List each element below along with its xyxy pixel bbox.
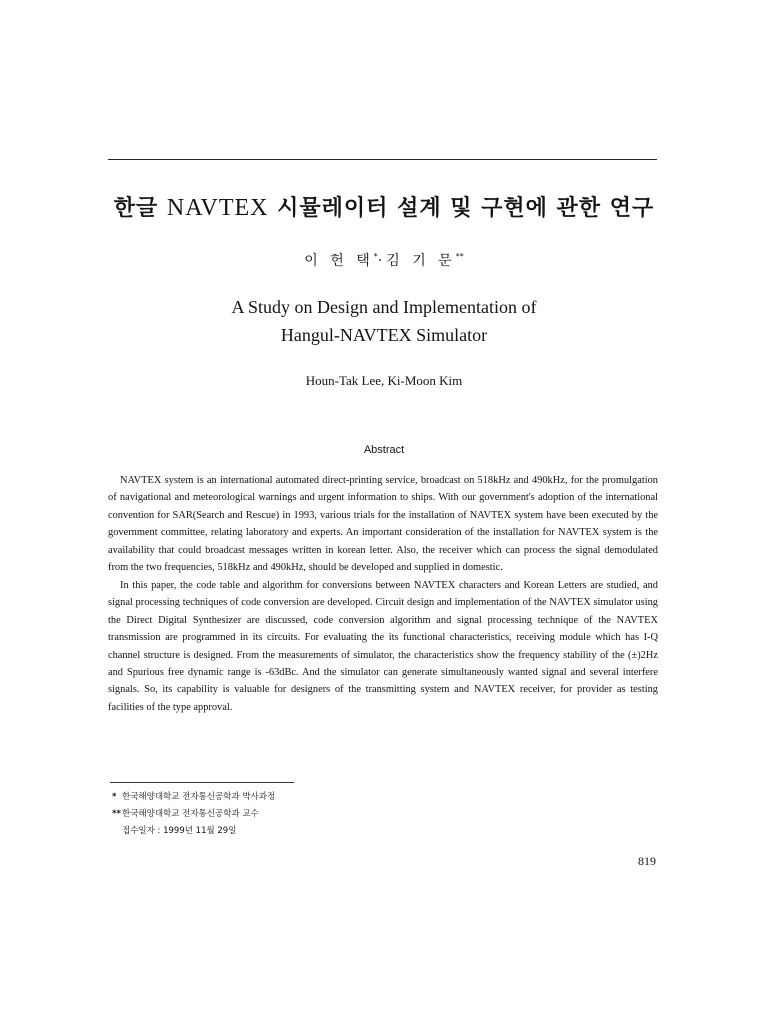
footnote-text-2: 한국해양대학교 전자통신공학과 교수 <box>122 809 259 819</box>
footnote-received-date: 접수일자 : 1999년 11월 29일 <box>122 826 237 836</box>
korean-title-latin: NAVTEX <box>166 195 269 221</box>
author-ko-first: 이 헌 택 <box>304 253 374 269</box>
author-ko-first-mark: * <box>373 252 378 261</box>
author-ko-second: 김 기 문 <box>386 253 456 269</box>
footnote-rule <box>110 782 294 783</box>
page-number: 819 <box>638 854 656 868</box>
english-title-line-1: A Study on Design and Implementation of <box>231 297 537 317</box>
abstract-paragraph-2: In this paper, the code table and algorithm for conversions between NAVTEX characters and Korean Letters are studied, and signal processing techniques of code conversion are developed. Circuit design and implementation of the NAVTEX simulator using the Direct Digital Synthesizer are discussed, code conversion algorithm and signal processing technique of the NAVTEX transmission are programmed in its circuits. For evaluating the its functional characteristics, receiving module which has I-Q channel structure is designed. From the measurements of simulator, the characteristics show the frequency stability of the (±)2Hz and Spurious free dynamic range is -63dBc. And the simulator can generate simultaneously wanted signal and several interfere signals. So, its capability is valuable for designers of the transmitting system and NAVTEX receiver, for provider as testing facilities of the type approval. <box>108 579 658 713</box>
author-ko-separator: · <box>377 253 387 269</box>
top-rule <box>108 159 657 160</box>
english-authors: Houn-Tak Lee, Ki-Moon Kim <box>305 373 463 388</box>
korean-title <box>0 191 768 222</box>
footnote-mark-1: * <box>112 792 117 802</box>
footnotes <box>112 789 412 840</box>
korean-title-pre: 한글 <box>113 196 167 221</box>
abstract-heading: Abstract <box>363 444 405 456</box>
abstract-paragraph-1: NAVTEX system is an international automated direct-printing service, broadcast on 518kHz and 490kHz, for the promulgation of navigational and meteorological warnings and urgent information to ships. With our government's adoption of the international convention for SAR(Search and Rescue) in 1993, various trials for the installation of NAVTEX system have been executed by the government committee, relating laboratory and experts. An important consideration of the installation for NAVTEX system is the availability that could broadcast messages written in korean letter. Also, the receiver which can process the signal demodulated from the two frequencies, 518kHz and 490kHz, should be developed and supplied in domestic. <box>108 475 658 574</box>
footnote-affiliation-2 <box>112 806 412 823</box>
korean-authors <box>0 250 768 270</box>
abstract-body <box>108 472 658 716</box>
korean-title-post: 시뮬레이터 설계 및 구현에 관한 연구 <box>268 196 655 221</box>
author-ko-second-mark: ** <box>455 252 464 261</box>
english-title-line-2: Hangul-NAVTEX Simulator <box>280 325 488 345</box>
footnote-text-1: 한국해양대학교 전자통신공학과 박사과정 <box>122 792 276 802</box>
footnote-mark-2: ** <box>112 809 121 819</box>
footnote-affiliation-1 <box>112 789 412 806</box>
